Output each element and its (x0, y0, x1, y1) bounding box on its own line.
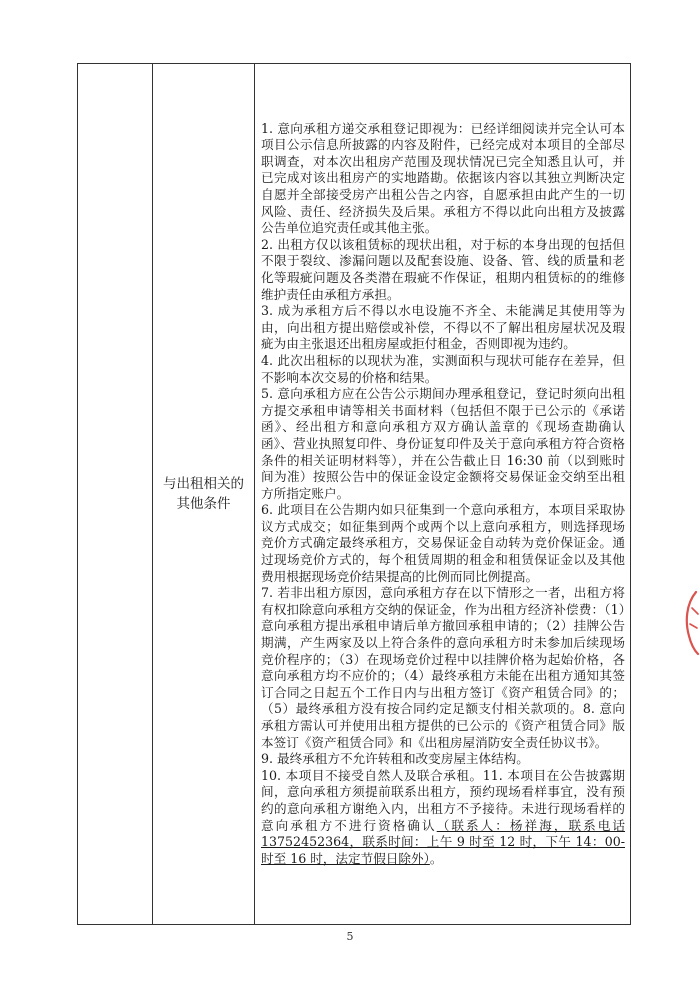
seal-stamp-edge (680, 588, 700, 658)
clause-10-end: 。 (429, 850, 443, 866)
clause-10-11 (261, 768, 625, 868)
clause-9: 9. 最终承租方不允许转租和改变房屋主体结构。 (261, 751, 529, 767)
table-row (78, 64, 631, 925)
conditions-table (77, 63, 631, 925)
page-number: 5 (346, 930, 354, 943)
row-content-cell (255, 64, 631, 925)
clause-2: 2. 出租方仅以该租赁标的现状出租，对于标的本身出现的包括但不限于裂纹、渗漏问题以及配套设施、设备、管、线的质量和老化等瑕疵问题及各类潜在瑕疵不作保证，租期内租赁标的的维修维护责任由承租方承担。 (261, 236, 625, 302)
clause-10-text: 10. 本项目不接受自然人及联合承租。11. 本项目在公告披露期间，意向承租方须提前联系出租方，预约现场看样事宜，没有预约的意向承租方谢绝入内，出租方不予接待。未进行现场看样的意向承租方不进行资格确认 (261, 767, 625, 833)
row-label-cell (153, 64, 255, 925)
contact-info: （联系人：杨祥海，联系电话 13752452364，联系时间：上午 9 时至 12 时，下午 14：00-时至 16 时，法定节假日除外） (261, 817, 626, 866)
blank-column-cell (78, 64, 153, 925)
clause-5: 5. 意向承租方应在公告公示期间办理承租登记，登记时须向出租方提交承租申请等相关书面材料（包括但不限于已公示的《承诺函》、经出租方和意向承租方双方确认盖章的《现场查勘确认函》、营业执照复印件、身份证复印件及关于意向承租方符合资格条件的相关证明材料等），并在公告截止日 16:30 前（以到账时间为准）按照公告中的保证金设定金额将交易保证金交纳至出租方所指定账户。 (261, 386, 625, 501)
clause-4: 4. 此次出租标的以现状为准，实测面积与现状可能存在差异，但不影响本次交易的价格和结果。 (261, 352, 625, 385)
clause-list (261, 121, 625, 868)
row-label: 与出租相关的其他条件 (163, 476, 244, 512)
clause-7-8: 7. 若非出租方原因，意向承租方存在以下情形之一者，出租方将有权扣除意向承租方交纳的保证金，作为出租方经济补偿费：（1）意向承租方提出承租申请后单方撤回承租申请的；（2）挂牌公告期满，产生两家及以上符合条件的意向承租方时未参加后续现场竞价程序的；（3）在现场竞价过程中以挂牌价格为起始价格，各意向承租方均不应价的；（4）最终承租方未能在出租方通知其签订合同之日起五个工作日内与出租方签订《资产租赁合同》的；（5）最终承租方没有按合同约定足额支付相关款项的。8. 意向承租方需认可并使用出租方提供的已公示的《资产租赁合同》版本签订《资产租赁合同》和《出租房屋消防安全责任协议书》。 (261, 585, 625, 750)
clause-3: 3. 成为承租方后不得以水电设施不齐全、未能满足其使用等为由，向出租方提出赔偿或补偿，不得以不了解出租房屋状况及瑕疵为由主张退还出租房屋或拒付租金，否则即视为违约。 (261, 303, 625, 352)
clause-6: 6. 此项目在公告期内如只征集到一个意向承租方，本项目采取协议方式成交；如征集到两个或两个以上意向承租方，则选择现场竞价方式确定最终承租方，交易保证金自动转为竞价保证金。通过现场竞价方式的，每个租赁周期的租金和租赁保证金以及其他费用根据现场竞价结果提高的比例而同比例提高。 (261, 502, 625, 584)
clause-1: 1. 意向承租方递交承租登记即视为：已经详细阅读并完全认可本项目公示信息所披露的内容及附件，已经完成对本项目的全部尽职调查，对本次出租房产范围及现状情况已完全知悉且认可，并已完成对该出租房产的实地踏勘。依据该内容以其独立判断决定自愿并全部接受房产出租公告之内容，自愿承担由此产生的一切风险、责任、经济损失及后果。承租方不得以此向出租方及披露公告单位追究责任或其他主张。 (261, 120, 625, 236)
